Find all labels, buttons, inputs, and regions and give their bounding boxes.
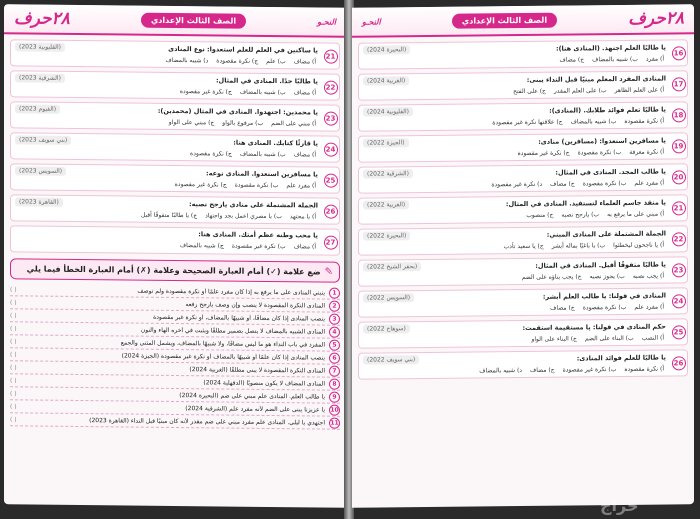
answer-blank[interactable]: ( ) xyxy=(10,298,17,306)
question-card xyxy=(358,318,688,348)
source-tag: (بني سويف 2022) xyxy=(363,355,419,365)
question-header xyxy=(15,166,318,178)
answer-option[interactable]: ب) على العلم المقدر xyxy=(553,87,607,95)
answer-option[interactable]: ب) يارجح نصبه xyxy=(561,211,600,219)
answer-option[interactable]: ج) مبني على الواو xyxy=(168,118,215,127)
question-card xyxy=(10,132,340,162)
right-page xyxy=(352,4,694,508)
question-header xyxy=(363,167,666,179)
question-number xyxy=(670,257,687,282)
question-body xyxy=(359,195,670,223)
answer-option[interactable]: ج) شبيه بالمضاف xyxy=(179,242,224,250)
item-number: 6 xyxy=(329,352,340,363)
answer-options xyxy=(363,180,666,190)
question-text: يا طالبًا العلم اجتهد. (المنادى هنا): xyxy=(555,43,666,53)
question-text: يا مسافرين استعدوا. المنادى نوعه: xyxy=(206,168,318,178)
question-header xyxy=(15,135,318,147)
answer-blank[interactable]: ( ) xyxy=(10,415,17,423)
question-body xyxy=(359,102,670,130)
question-header xyxy=(15,104,318,116)
question-card xyxy=(358,349,688,379)
question-body xyxy=(359,288,670,316)
true-false-item xyxy=(10,413,340,429)
pencil-icon: ✎ xyxy=(324,266,333,278)
answer-blank[interactable]: ( ) xyxy=(10,376,17,384)
answer-options xyxy=(363,87,666,97)
answer-option[interactable]: أ) مضاف xyxy=(293,58,316,66)
left-page xyxy=(4,4,346,508)
answer-option[interactable]: أ) مبني على الضم xyxy=(271,120,316,128)
answer-blank[interactable]: ( ) xyxy=(10,337,17,345)
section-title: النحـو xyxy=(317,16,336,27)
answer-options xyxy=(363,118,666,128)
question-body xyxy=(11,133,322,161)
source-tag: (السويس 2022) xyxy=(363,293,414,303)
question-number xyxy=(322,137,339,162)
answer-option[interactable]: ج) على الفتح xyxy=(513,87,546,96)
question-number xyxy=(322,230,339,255)
question-body xyxy=(359,226,670,254)
answer-option[interactable]: أ) مضاف xyxy=(293,89,316,97)
answer-option[interactable]: ج) يا سعيد تأدب xyxy=(503,242,544,251)
question-card xyxy=(358,70,688,100)
question-text: يا ساكنين في العلم للعلم استعدوا: نوع المنادى xyxy=(168,44,318,54)
question-header xyxy=(15,228,318,239)
answer-option[interactable]: ب) نكرة غير مقصودة xyxy=(562,366,617,374)
item-number: 7 xyxy=(329,365,340,376)
answer-option[interactable]: أ) يجب نصبه xyxy=(632,272,664,280)
answer-options xyxy=(363,211,666,221)
question-number-badge: 25 xyxy=(324,173,338,187)
question-header xyxy=(363,229,666,241)
question-number xyxy=(322,75,339,100)
question-number xyxy=(670,133,687,158)
answer-option[interactable]: أ) النصب xyxy=(641,334,664,342)
source-tag: (البحيرة 2022) xyxy=(363,231,410,240)
question-number-badge: 18 xyxy=(672,108,686,122)
item-number: 11 xyxy=(329,417,340,428)
question-header xyxy=(15,42,318,54)
question-number-badge: 26 xyxy=(324,204,338,218)
question-header xyxy=(363,291,666,303)
question-body xyxy=(359,71,670,99)
answer-option[interactable]: أ) يا مجتهد xyxy=(289,213,316,221)
answer-option[interactable]: أ) مفرد علم xyxy=(286,182,316,190)
answer-option[interactable]: ج) يا طالبًا متفوقًا أقبل xyxy=(140,211,198,220)
question-number xyxy=(670,288,687,313)
answer-options xyxy=(363,149,666,159)
answer-blank[interactable]: ( ) xyxy=(10,311,17,319)
question-header xyxy=(363,260,666,272)
source-tag: (السويس 2023) xyxy=(15,166,66,176)
question-number xyxy=(670,71,687,96)
question-card xyxy=(10,225,340,255)
item-statement: يا طالب العلم. المنادى علم مبني على ضم (البحيرة 2024) xyxy=(179,391,325,401)
item-number: 1 xyxy=(329,287,340,298)
question-text: يا قارئًا كتابك. المنادى هنا: xyxy=(233,138,318,147)
question-header xyxy=(363,136,666,148)
source-tag: (الشرقية 2023) xyxy=(15,73,65,83)
answer-option[interactable]: ج) علاقتها نكرة غير مقصودة xyxy=(492,118,563,127)
answer-option[interactable]: ج) نكرة غير مقصودة xyxy=(517,149,570,158)
true-false-list xyxy=(4,283,346,430)
question-body xyxy=(11,226,322,254)
question-text: يا طالبًا جدًا. المنادى في المثال: xyxy=(215,75,318,85)
left-question-list xyxy=(4,34,346,256)
item-number: 9 xyxy=(329,391,340,402)
answer-option[interactable]: ب) نكرة مقصودة xyxy=(582,179,627,188)
question-header xyxy=(363,43,666,55)
item-number: 2 xyxy=(329,300,340,311)
answer-options xyxy=(15,117,318,127)
question-body xyxy=(11,40,322,68)
question-header xyxy=(15,73,318,85)
question-text: يا محمدين: اجتهدوا. المنادى في المثال (محمدين): xyxy=(157,106,318,116)
item-statement: اجتهدي يا ليلى. المنادى علم مفرد مبني على ضم مقدر لأنه كان مبنيًا قبل النداء (القاهرة 2023) xyxy=(89,416,325,427)
source-tag: (بني سويف 2023) xyxy=(15,135,71,145)
item-statement: المنادى المضاف لا يكون منصوبًا (الدقهلية 2024) xyxy=(203,378,325,388)
question-text: يا طالبًا متفوقًا أقبل. المنادى في المثال: xyxy=(535,260,666,270)
question-number xyxy=(670,319,687,344)
question-text: يا مسافرين استعدوا: (مسافرين) منادى: xyxy=(538,136,666,146)
answer-option[interactable]: ج) مضاف xyxy=(550,180,575,188)
question-text: الجملة المشتملة على منادى يارجح نصبه: xyxy=(189,199,318,209)
answer-option[interactable]: ج) مضاف xyxy=(529,366,555,374)
left-page-header xyxy=(4,4,346,38)
answer-option[interactable]: أ) مفرد علم xyxy=(634,303,664,311)
source-tag: (الغربية 2024) xyxy=(363,76,409,85)
item-statement: ينصب المنادى إذا كان مضافًا، أو شبيهًا بالمضاف، أو نكرة غير مقصودة xyxy=(153,313,325,323)
question-text: المنادى المفرد المعلم مبنيًا قبل النداء يبنى: xyxy=(526,74,666,84)
question-card xyxy=(358,225,688,255)
question-card xyxy=(358,101,688,131)
question-card xyxy=(358,256,688,286)
answer-option[interactable]: ج) مضاف xyxy=(559,56,585,64)
question-number xyxy=(322,106,339,131)
answer-option[interactable]: د) نكرة غير مقصودة xyxy=(491,180,543,189)
item-statement: المنادى الشبيه بالمضاف لا يتصل بضمير مطلقًا ويثبت في آخره الهاء والنون xyxy=(140,326,325,336)
source-tag: (سوهاج 2022) xyxy=(363,324,410,333)
question-number xyxy=(670,226,687,251)
answer-options xyxy=(15,179,318,189)
answer-option[interactable]: أ) يا ناجحون ليخطئوا xyxy=(613,241,664,250)
answer-blank[interactable]: ( ) xyxy=(10,350,17,358)
answer-option[interactable]: ب) نكرة مقصودة xyxy=(577,148,622,157)
answer-option[interactable]: أ) مضاف xyxy=(293,243,316,251)
question-number-badge: 21 xyxy=(324,49,338,63)
question-number-badge: 26 xyxy=(672,356,686,370)
true-false-title: ضع علامة (✓) أمام العبارة الصحيحة وعلامة (✗) أمام العبارة الخطأ فيما يلي xyxy=(26,264,321,277)
question-text: يا منقذ جاسم العلماء لتستفيد. المنادى في المثال: xyxy=(505,198,666,208)
question-number-badge: 24 xyxy=(324,142,338,156)
answer-option[interactable]: ج) مضاف xyxy=(550,304,575,312)
answer-option[interactable]: ج) نكرة مقصودة xyxy=(190,150,232,158)
answer-option[interactable]: أ) مفرد علم xyxy=(634,179,664,187)
question-body xyxy=(359,133,670,161)
item-number: 4 xyxy=(329,326,340,337)
answer-option[interactable]: ب) علم xyxy=(266,57,286,66)
answer-option[interactable]: أ) على العلم الظاهر xyxy=(614,86,664,95)
question-text: يا طالبًا تعلم فوائد طلابك. (المنادى): xyxy=(549,105,666,115)
source-tag: (القليوبية 2023) xyxy=(15,42,65,52)
answer-option[interactable]: ج) نكرة غير مقصودة xyxy=(179,88,232,96)
item-number: 8 xyxy=(329,378,340,389)
question-text: حكم المنادى في قولنا: يا مستقيمة استقمت: xyxy=(522,322,666,332)
answer-option[interactable]: أ) مبني على ما يرفع به xyxy=(607,210,664,219)
answer-options xyxy=(363,335,666,345)
question-header xyxy=(363,74,666,86)
brand-logo: ٢٨حرف xyxy=(628,8,684,29)
answer-options xyxy=(15,148,318,158)
question-text: الجملة المشتملة على المنادى المبني: xyxy=(546,229,666,239)
section-title: النحـو xyxy=(362,16,381,27)
question-number-badge: 17 xyxy=(672,77,686,91)
answer-options xyxy=(363,242,666,252)
item-statement: المفرد في باب النداء هو ما ليس مضافًا، ولا شبيهًا بالمضاف، ويشمل المثنى والجمع xyxy=(120,338,325,349)
answer-blank[interactable]: ( ) xyxy=(10,324,17,332)
question-body xyxy=(11,195,322,223)
answer-option[interactable]: ب) نكرة غير مقصودة xyxy=(231,242,286,251)
grade-badge: الصف الثالث الإعدادي xyxy=(452,12,557,28)
question-card xyxy=(10,163,340,193)
question-card xyxy=(358,194,688,224)
question-number xyxy=(322,168,339,193)
question-number-badge: 24 xyxy=(672,294,686,308)
answer-option[interactable]: أ) نكرة معرفة xyxy=(629,148,664,156)
question-header xyxy=(363,353,666,365)
source-tag: (الفيوم 2023) xyxy=(15,104,60,113)
answer-options xyxy=(363,366,666,376)
answer-option[interactable]: ب) شبيه بالمضاف xyxy=(239,150,286,159)
question-body xyxy=(359,257,670,285)
answer-option[interactable]: ب) شبيه بالمضاف xyxy=(592,55,638,64)
watermark: حراج xyxy=(600,496,639,515)
question-header xyxy=(363,105,666,117)
answer-options xyxy=(363,304,666,314)
answer-options xyxy=(15,210,318,220)
question-body xyxy=(359,350,670,378)
question-text: يا طالب المجد. المنادى في المثال: xyxy=(555,167,666,177)
question-number xyxy=(670,40,687,65)
question-number xyxy=(670,350,687,375)
answer-option[interactable]: ج) البناء على الواو xyxy=(531,335,577,343)
question-number-badge: 22 xyxy=(672,232,686,246)
right-page-header xyxy=(352,4,694,38)
question-number-badge: 23 xyxy=(324,111,338,125)
question-card xyxy=(358,39,688,69)
answer-option[interactable]: ب) شبيه بالمضاف xyxy=(239,88,286,97)
item-number: 3 xyxy=(329,313,340,324)
answer-option[interactable]: ب) شبيه بالمضاف xyxy=(570,118,617,126)
question-card xyxy=(10,39,340,69)
grade-badge: الصف الثالث الإعدادي xyxy=(141,12,246,28)
answer-option[interactable]: ب) البناء على الضم xyxy=(584,334,634,343)
source-tag: (البحيرة 2024) xyxy=(363,45,410,54)
question-body xyxy=(11,102,322,130)
answer-blank[interactable]: ( ) xyxy=(10,363,17,371)
answer-option[interactable]: ب) يا مصري اعمل بجد واجتهاد xyxy=(205,212,282,221)
question-number-badge: 25 xyxy=(672,325,686,339)
question-number xyxy=(670,164,687,189)
source-tag: (الغربية 2022) xyxy=(363,200,409,209)
item-number: 5 xyxy=(329,339,340,350)
question-body xyxy=(359,164,670,192)
question-number-badge: 23 xyxy=(672,263,686,277)
question-header xyxy=(363,322,666,334)
source-tag: (القاهرة 2023) xyxy=(15,197,63,207)
source-tag: (بحقر الشيخ 2022) xyxy=(363,262,421,272)
source-tag: (الشرقية 2022) xyxy=(363,169,413,179)
answer-option[interactable]: ب) نكرة مقصودة xyxy=(582,303,627,312)
question-number-badge: 27 xyxy=(324,235,338,249)
question-text: المنادى في قولنا: يا طالب العلم أبشر: xyxy=(542,291,666,301)
question-card xyxy=(10,101,340,131)
answer-option[interactable]: د) شبيه بالمضاف xyxy=(479,367,522,375)
question-number xyxy=(322,44,339,69)
answer-option[interactable]: أ) مفرد xyxy=(645,55,664,63)
answer-option[interactable]: ج) نكرة مقصودة xyxy=(216,57,259,65)
question-number xyxy=(670,102,687,127)
question-number xyxy=(670,195,687,220)
question-header xyxy=(15,197,318,209)
answer-option[interactable]: أ) نكرة مقصودة xyxy=(624,117,664,125)
answer-option[interactable]: ج) نكرة غير مقصودة xyxy=(174,180,227,189)
question-header xyxy=(363,198,666,210)
answer-option[interactable]: ب) نكرة مقصودة xyxy=(234,181,279,190)
question-card xyxy=(358,287,688,317)
question-text: يا طالبًا للعلم فوائد المنادى: xyxy=(576,353,666,362)
item-statement: المنادى النكرة المقصودة لا ينصب وإن وصف يارجح رفعه xyxy=(185,300,325,310)
answer-blank[interactable]: ( ) xyxy=(10,402,17,410)
question-body xyxy=(359,40,670,68)
question-number-badge: 16 xyxy=(672,46,686,60)
true-false-banner xyxy=(10,258,340,282)
question-card xyxy=(358,132,688,162)
answer-option[interactable]: ب) مرفوع بالواو xyxy=(222,119,264,127)
answer-option[interactable]: أ) مضاف xyxy=(293,151,316,159)
item-statement: ينصب المنادى إذا كان علمًا أو شبيهًا بالمضاف أو نكرة غير مقصودة (الجيزة 2024) xyxy=(121,351,325,362)
answer-options xyxy=(363,273,666,283)
question-number-badge: 21 xyxy=(672,201,686,215)
item-number: 10 xyxy=(329,404,340,415)
question-body xyxy=(359,319,670,347)
answer-option[interactable]: ب) يجوز نصبه xyxy=(589,272,625,281)
question-number-badge: 22 xyxy=(324,80,338,94)
answer-blank[interactable]: ( ) xyxy=(10,285,17,293)
source-tag: (الجيزة 2022) xyxy=(363,138,409,147)
item-statement: ينبني المنادى على ما يرفع به إذا كان مفرد علمًا أو نكرة مقصودة ولم توصف xyxy=(137,287,325,297)
item-statement: يا عزيزنا يبنى على الضم لأنه مفرد علم (الشرقية 2024) xyxy=(185,404,325,414)
answer-option[interactable]: أ) نكرة مقصودة xyxy=(624,365,664,373)
question-number-badge: 20 xyxy=(672,170,686,184)
right-question-list xyxy=(352,34,694,380)
item-statement: المنادى النكرة المقصودة لا يبنى مطلقًا (الغربية 2024) xyxy=(189,365,325,375)
question-body xyxy=(11,71,322,99)
question-card xyxy=(10,70,340,100)
answer-options xyxy=(15,55,318,65)
question-number xyxy=(322,199,339,224)
answer-option[interactable]: د) شبيه بالمضاف xyxy=(165,56,209,65)
question-text: يا محب وطنه عظم أمتك. المنادى هنا: xyxy=(198,230,318,240)
question-number-badge: 19 xyxy=(672,139,686,153)
answer-blank[interactable]: ( ) xyxy=(10,389,17,397)
answer-options xyxy=(363,56,666,66)
answer-options xyxy=(15,86,318,96)
answer-option[interactable]: ج) يجب بناؤه على الضم xyxy=(521,273,582,282)
answer-options xyxy=(15,240,318,250)
question-card xyxy=(358,163,688,193)
answer-option[interactable]: ج) منصوب xyxy=(526,211,554,219)
answer-option[interactable]: ب) يا باغيًا بماله أبشر xyxy=(551,242,606,250)
source-tag: (القليوبية 2024) xyxy=(363,107,413,117)
question-card xyxy=(10,194,340,224)
brand-logo: ٢٨حرف xyxy=(14,8,70,29)
question-body xyxy=(11,164,322,192)
